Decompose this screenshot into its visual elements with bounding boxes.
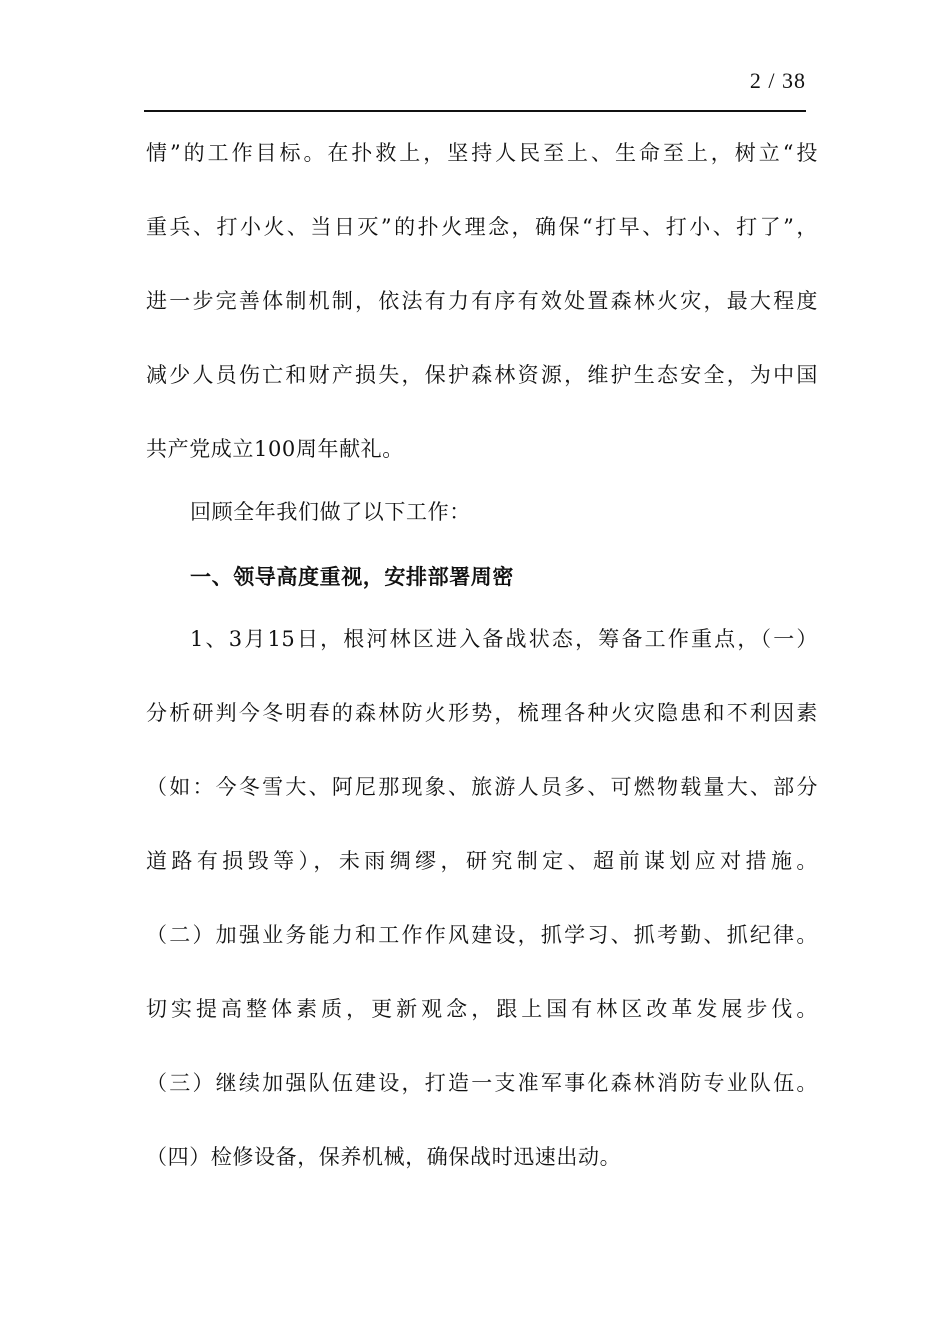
paragraph-line: 1、3月15日，根河林区进入备战状态，筹备工作重点，（一）: [190, 627, 818, 651]
paragraph-line: 切实提高整体素质，更新观念，跟上国有林区改革发展步伐。: [146, 997, 818, 1021]
paragraph-line: （如：今冬雪大、阿尼那现象、旅游人员多、可燃物载量大、部分: [146, 775, 818, 799]
section-heading: 一、领导高度重视，安排部署周密: [190, 565, 514, 589]
header-divider: [144, 110, 806, 112]
paragraph-line: 重兵、打小火、当日灭”的扑火理念，确保“打早、打小、打了”，: [146, 215, 818, 239]
paragraph-line: 回顾全年我们做了以下工作：: [190, 500, 471, 524]
paragraph-line: 道路有损毁等），未雨绸缪，研究制定、超前谋划应对措施。: [146, 849, 818, 873]
paragraph-line: （三）继续加强队伍建设，打造一支准军事化森林消防专业队伍。: [146, 1071, 818, 1095]
paragraph-line: 进一步完善体制机制，依法有力有序有效处置森林火灾，最大程度: [146, 289, 818, 313]
paragraph-line: 情”的工作目标。在扑救上，坚持人民至上、生命至上，树立“投: [146, 141, 818, 165]
paragraph-line: （四）检修设备，保养机械，确保战时迅速出动。: [146, 1145, 622, 1169]
paragraph-line: 减少人员伤亡和财产损失，保护森林资源，维护生态安全，为中国: [146, 363, 818, 387]
page-number: 2 / 38: [749, 68, 806, 93]
paragraph-line: 共产党成立100周年献礼。: [146, 437, 404, 461]
paragraph-line: 分析研判今冬明春的森林防火形势，梳理各种火灾隐患和不利因素: [146, 701, 818, 725]
paragraph-line: （二）加强业务能力和工作作风建设，抓学习、抓考勤、抓纪律。: [146, 923, 818, 947]
